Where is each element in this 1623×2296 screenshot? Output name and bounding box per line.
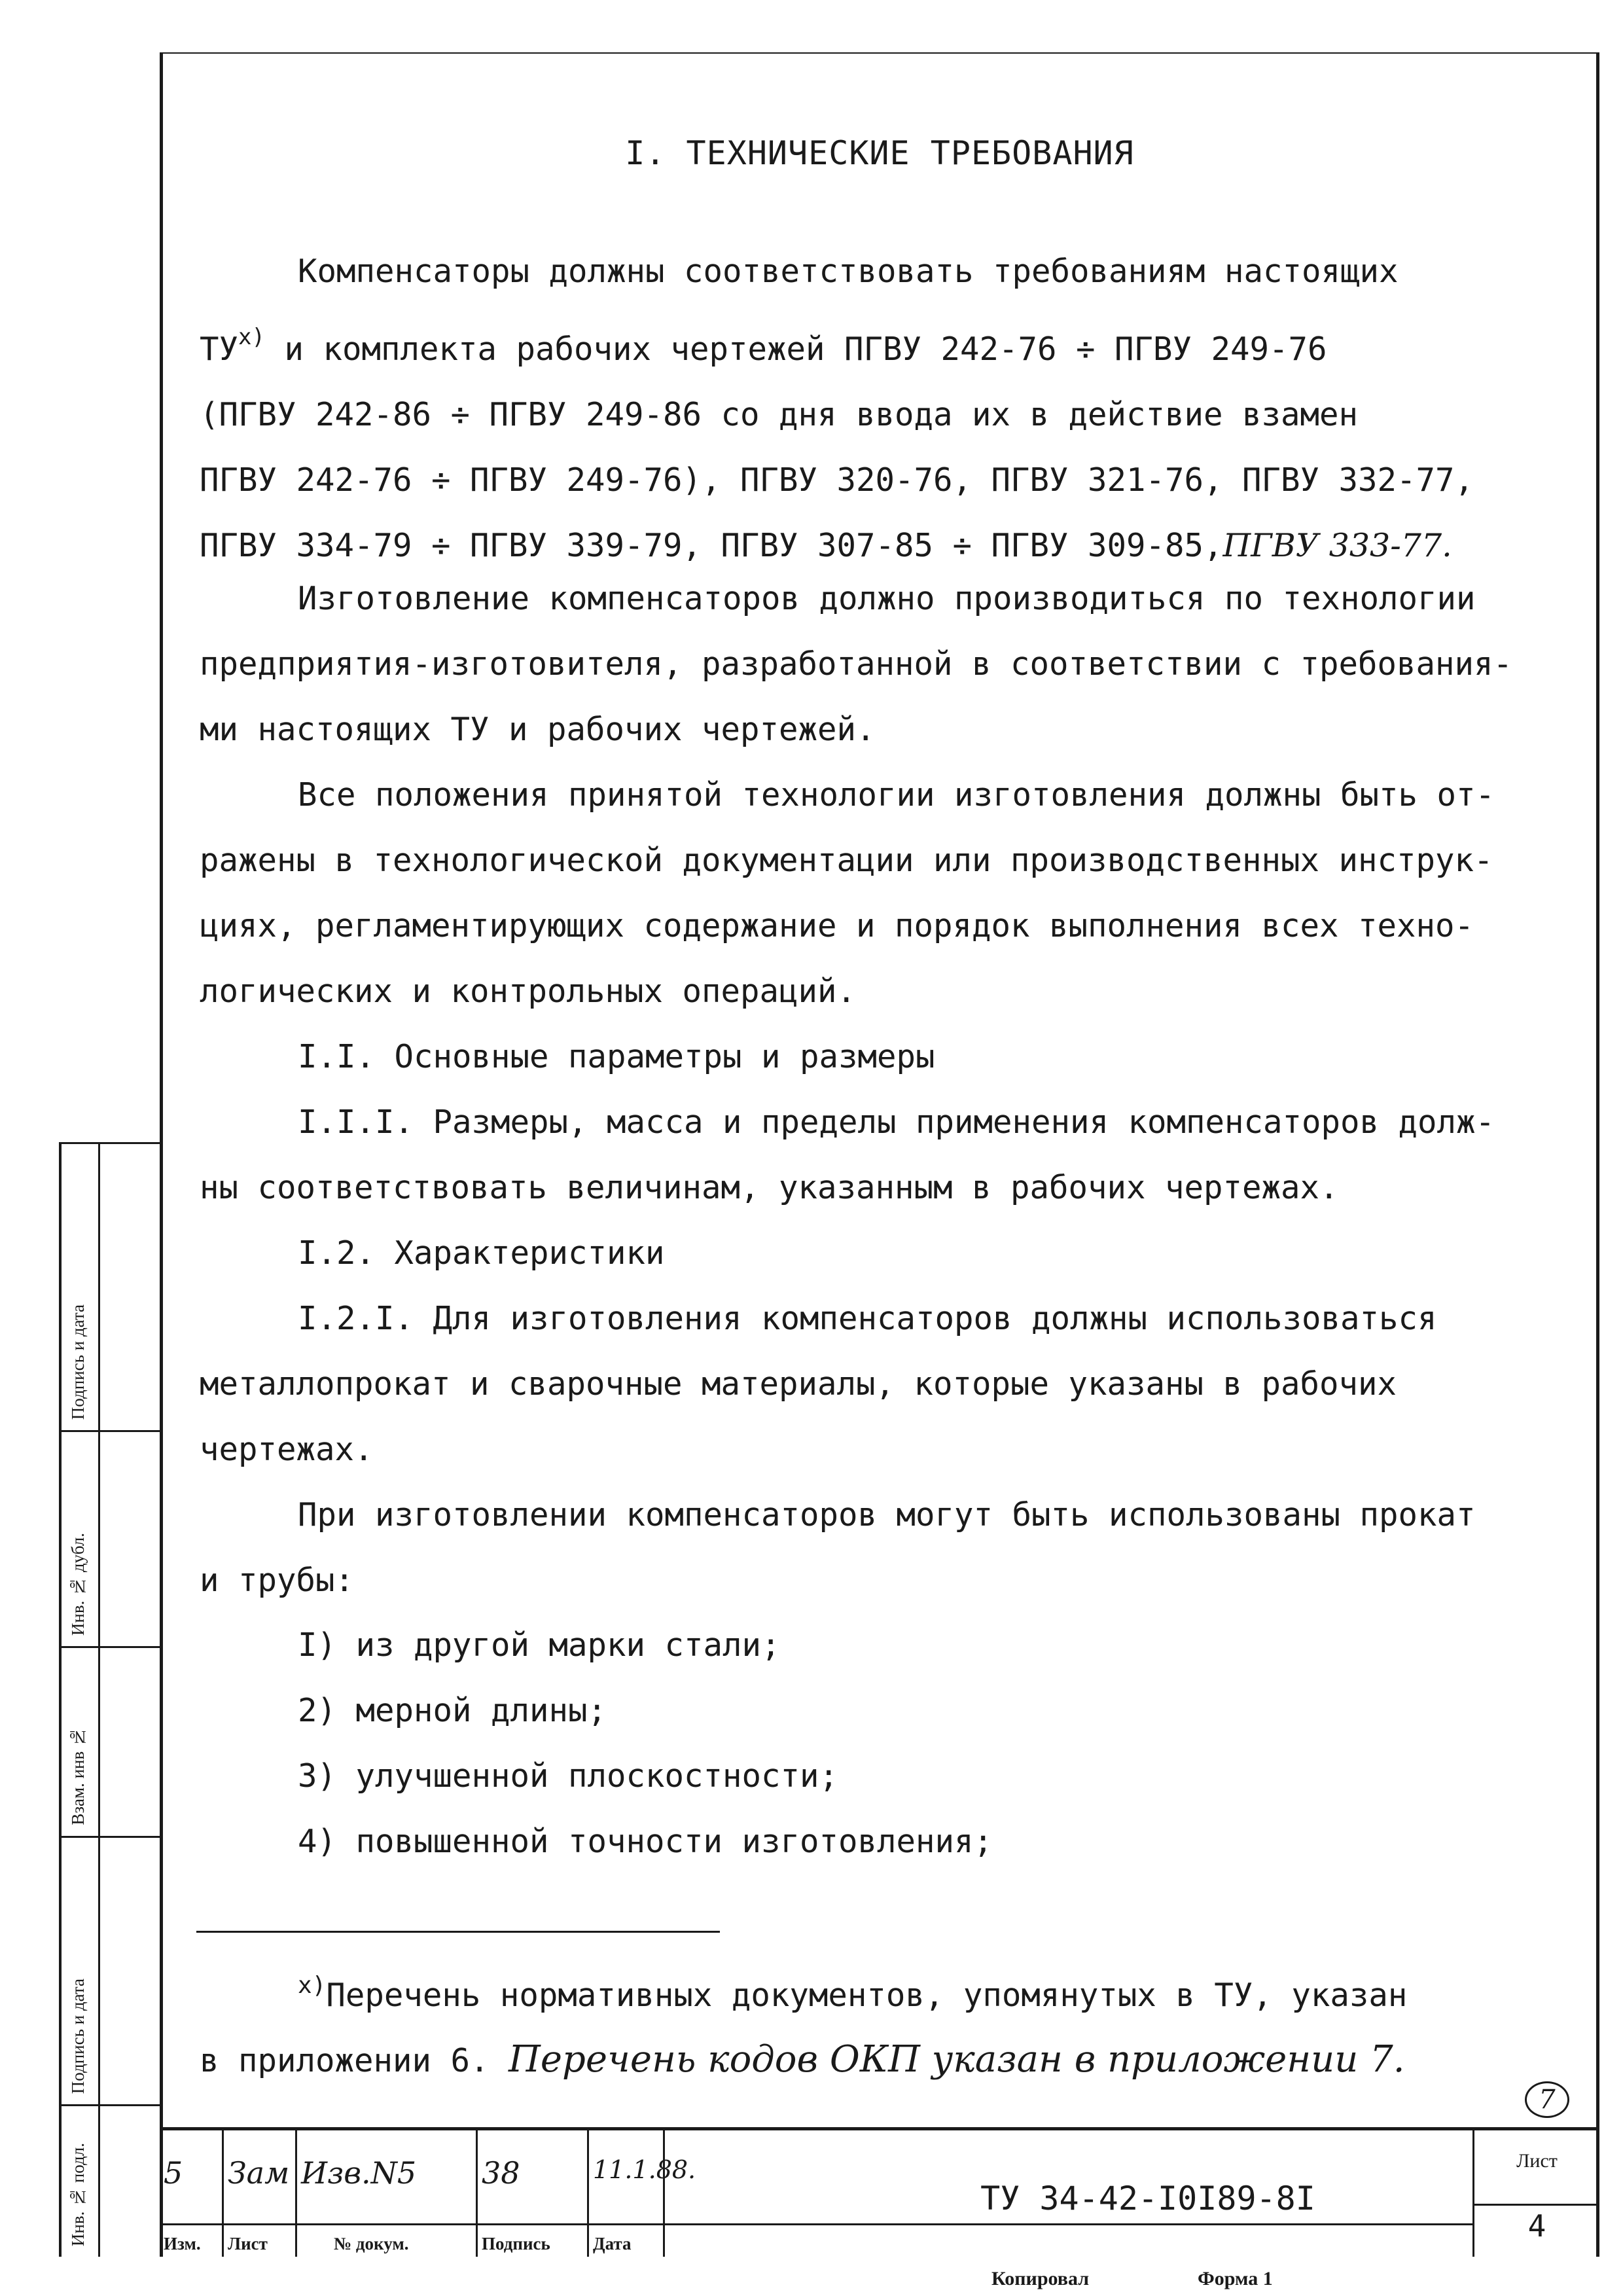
- stamp-col-izm: 5 Изм.: [160, 2130, 224, 2257]
- paragraph-2: Изготовление компенсаторов должно производиться по технологии предприятия-изготовителя, разработанной в соответствии с требования- ми настоящих ТУ и рабочих чертежей.: [200, 580, 1513, 748]
- side-label: Инв. № дубл.: [68, 1532, 88, 1636]
- title-block: [160, 2127, 1599, 2257]
- section-title: I. ТЕХНИЧЕСКИЕ ТРЕБОВАНИЯ: [625, 134, 1134, 172]
- list-item: 3) улучшенной плоскостности;: [298, 1757, 839, 1795]
- list-item: 4) повышенной точности изготовления;: [298, 1823, 993, 1860]
- paragraph-1: Компенсаторы должны соответствовать требованиям настоящих $ТУ^{х)}$ и комплекта рабочих чертежей ПГВУ 242-76 ÷ ПГВУ 249-76 (ПГВУ 242-86 ÷ ПГВУ 249-86 со дня ввода их в действие взамен ПГВУ 242-76 ÷ ПГВУ 249-76), ПГВУ 320-76, ПГВУ 321-76, ПГВУ 332-77, ПГВУ 334-79 ÷ ПГВУ 339-79, ПГВУ 307-85 ÷ ПГВУ 309-85,ПГВУ 333-77.: [200, 253, 1474, 564]
- footnote: $^{х)}$Перечень нормативных документов, упомянутых в ТУ, указан в приложении 6. Перечень кодов ОКП указан в приложении 7.: [200, 1972, 1408, 2081]
- side-cell-inv-dubl: [62, 1430, 160, 1646]
- circled-number: 7: [1525, 2081, 1569, 2118]
- copied-label: Копировал: [991, 2268, 1090, 2289]
- paragraph-3: Все положения принятой технологии изготовления должны быть от- ражены в технологической документации или производственных инструк- циях, регламентирующих содержание и порядок выполнения всех техно- логических и контрольных операций.: [200, 776, 1495, 1010]
- stamp-col-list: Зам Лист: [224, 2130, 297, 2257]
- paragraph-4: При изготовлении компенсаторов могут быть использованы прокат и трубы:: [200, 1496, 1476, 1599]
- subsection-1-1-1: I.I.I. Размеры, масса и пределы применения компенсаторов долж- ны соответствовать величинам, указанным в рабочих чертежах.: [200, 1103, 1495, 1206]
- handwritten-addition: ПГВУ 333-77.: [1222, 527, 1452, 564]
- subsection-1-2: I.2. Характеристики: [298, 1234, 665, 1272]
- footnote-ref: х): [238, 324, 265, 350]
- side-label: Взам. инв №: [68, 1727, 88, 1825]
- footnote-separator: [196, 1931, 720, 1933]
- side-cell-vzam-inv: [62, 1646, 160, 1836]
- stamp-col-sign: 38 Подпись: [478, 2130, 589, 2257]
- sheet-number: 4: [1474, 2204, 1599, 2244]
- side-label: Подпись и дата: [68, 1304, 88, 1420]
- stamp-col-doc: Изв.N5 № докум.: [297, 2130, 478, 2257]
- handwritten-footnote: Перечень кодов ОКП указан в приложении 7.: [508, 2038, 1405, 2081]
- list-item: I) из другой марки стали;: [298, 1626, 781, 1664]
- side-label: Подпись и дата: [68, 1978, 88, 2094]
- subsection-1-2-1: I.2.I. Для изготовления компенсаторов должны использоваться металлопрокат и сварочные материалы, которые указаны в рабочих чертежах.: [200, 1300, 1437, 1468]
- side-label: Инв. № подл.: [68, 2142, 88, 2246]
- document-number: ТУ 34-42-I0I89-8I: [980, 2179, 1315, 2217]
- side-cell-podpis-data-1: [62, 1142, 160, 1430]
- list-item: 2) мерной длины;: [298, 1692, 607, 1729]
- side-cell-inv-podl: [62, 2104, 160, 2257]
- sheet-box: Лист 4: [1472, 2130, 1599, 2257]
- form-label: Форма 1: [1198, 2268, 1273, 2289]
- stamp-col-date: 11.1.88. Дата: [589, 2130, 665, 2257]
- subsection-1-1: I.I. Основные параметры и размеры: [298, 1038, 935, 1075]
- side-cell-podpis-data-2: [62, 1836, 160, 2104]
- footnote-mark: х): [298, 1972, 327, 1999]
- side-stamp-strip: [59, 1142, 160, 2257]
